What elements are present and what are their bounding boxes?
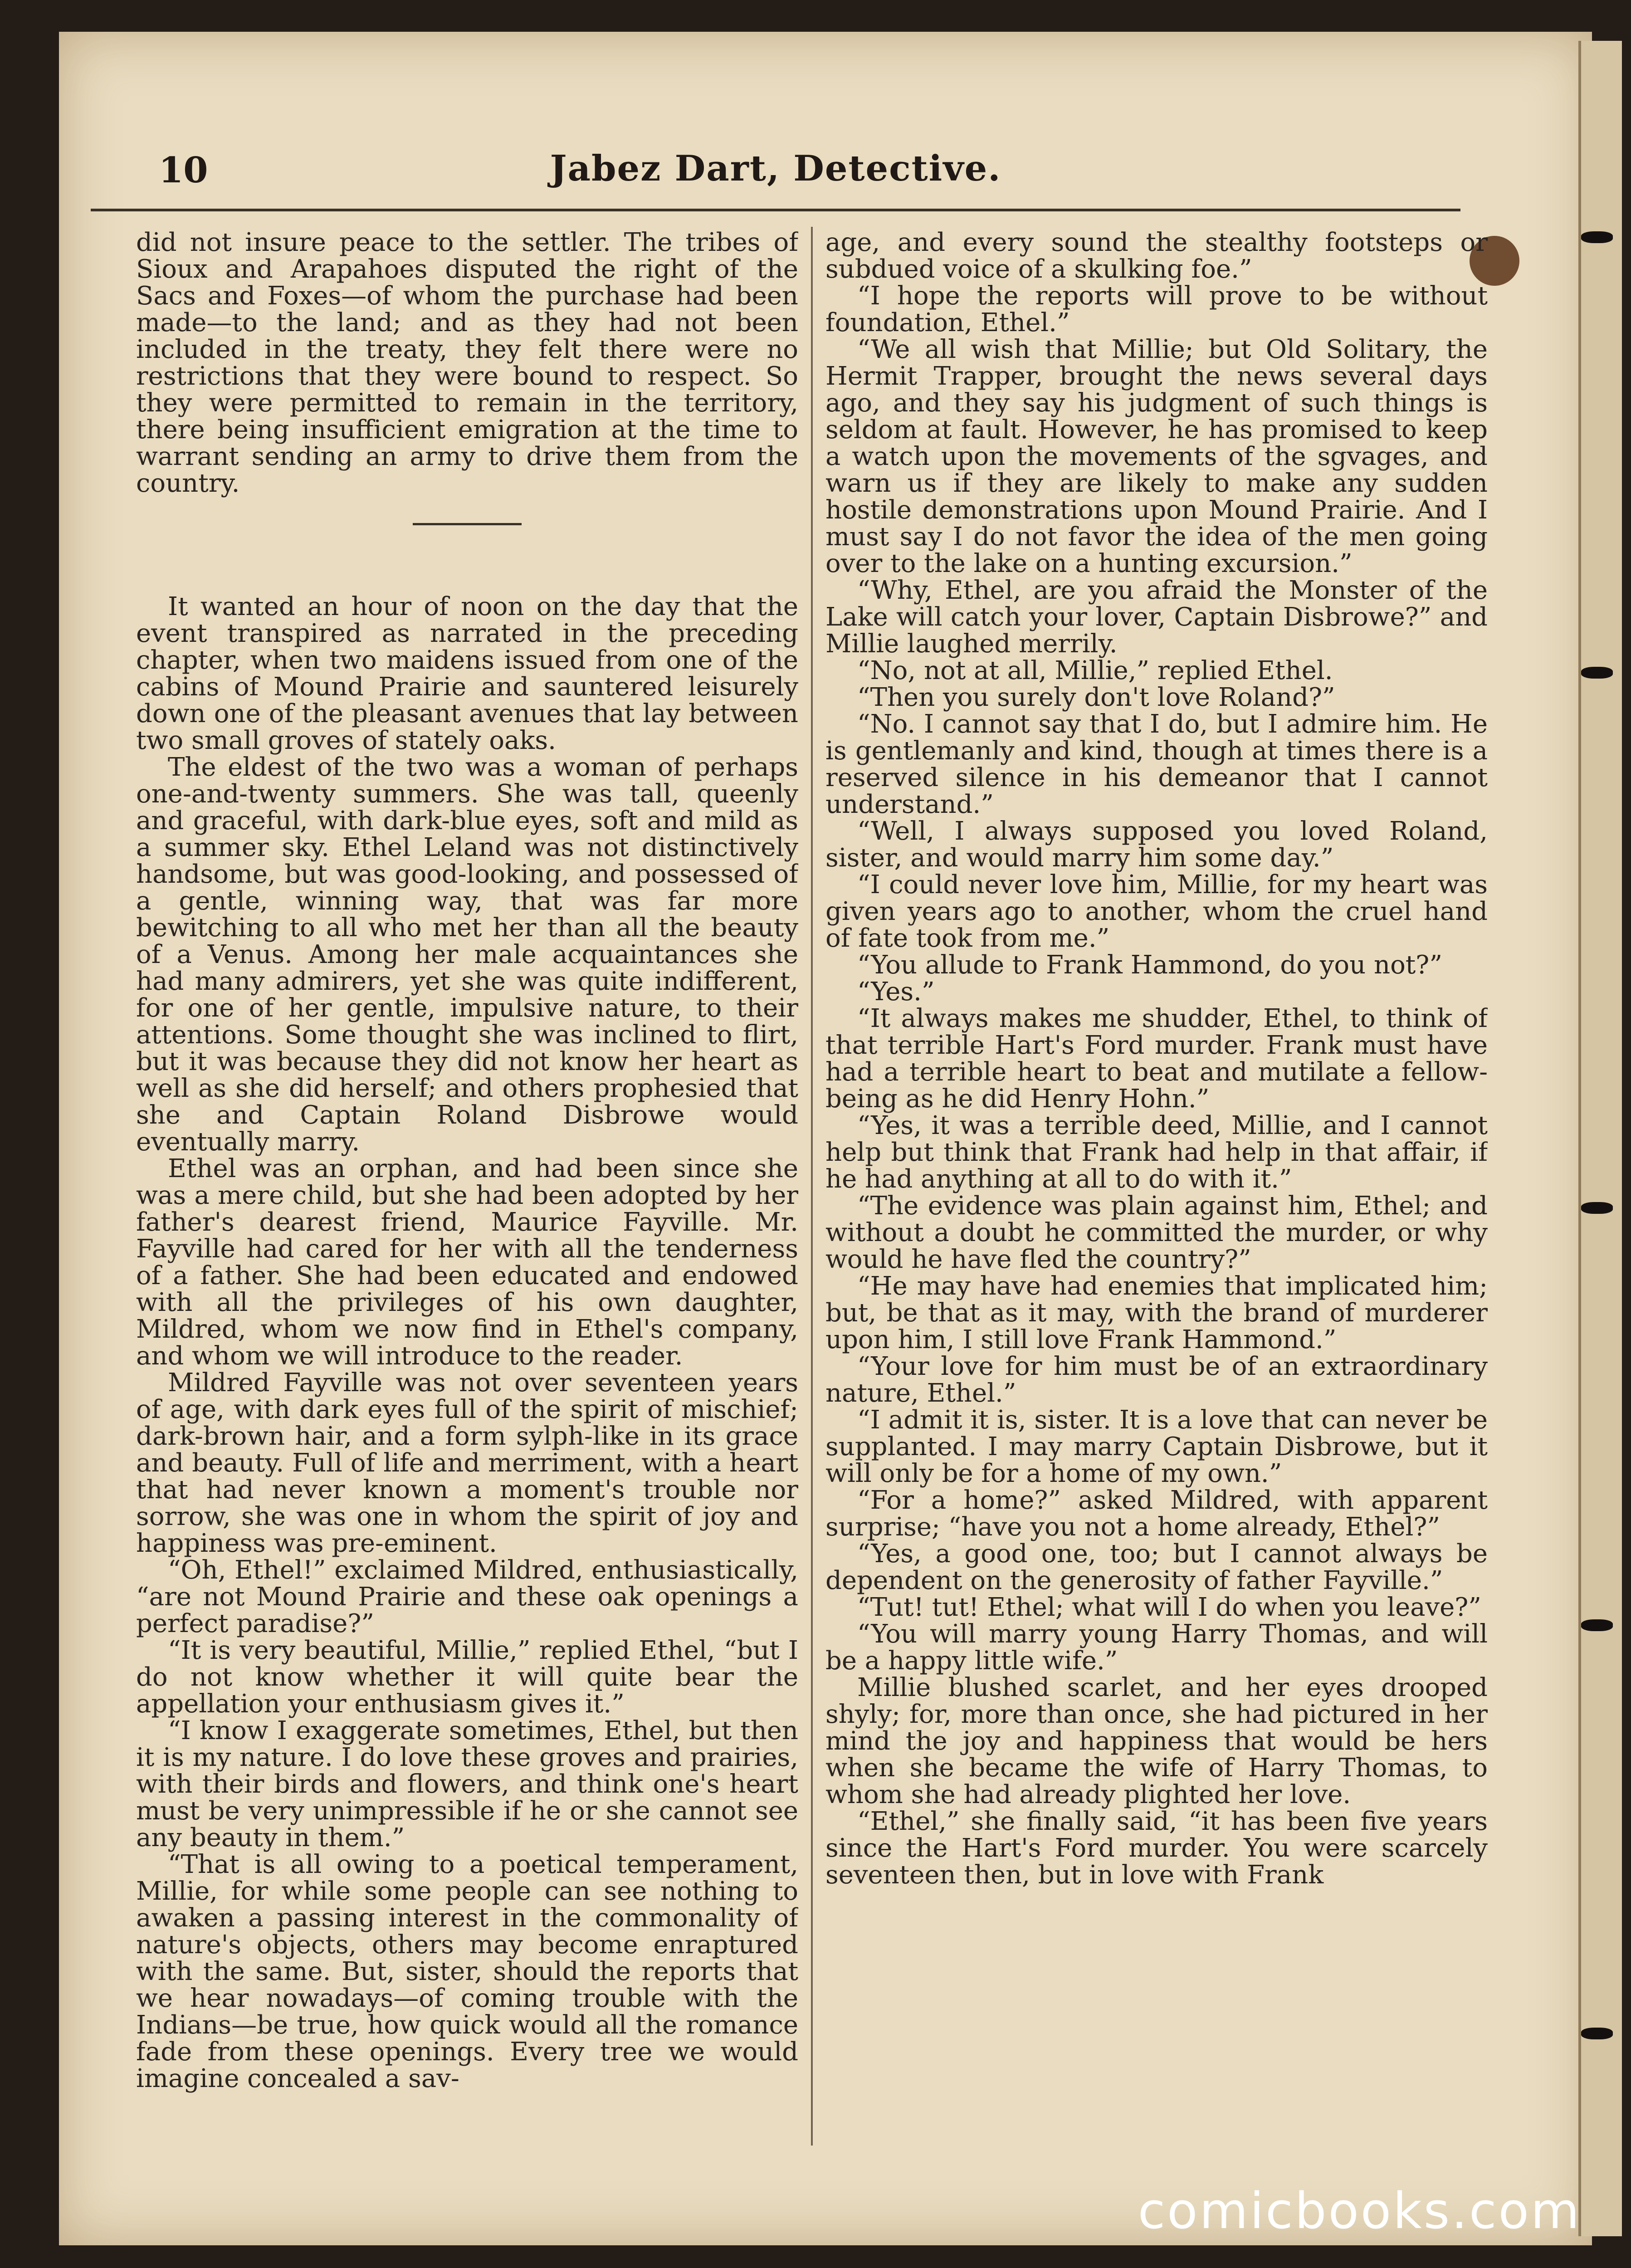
- text-paragraph: “It is very beautiful, Millie,” replied Ethel, “but I do not know whether it will quite bear the appellation your enthusiasm gives it.”: [136, 1636, 798, 1719]
- right-column: [825, 229, 1488, 2143]
- text-paragraph: “Why, Ethel, are you afraid the Monster of the Lake will catch your lover, Captain Disbrowe?” and Millie laughed merrily.: [825, 576, 1488, 659]
- text-paragraph: “Well, I always supposed you loved Roland, sister, and would marry him some day.”: [825, 816, 1488, 873]
- text-paragraph: “Then you surely don't love Roland?”: [857, 683, 1335, 712]
- text-paragraph: The eldest of the two was a woman of perhaps one-and-twenty summers. She was tall, queenly and graceful, with dark-blue eyes, soft and mild as a summer sky. Ethel Leland was not distinctively handsome, but was good-looking, and possessed of a gentle, winning way, that was far more bewitching to all who met her than all the beauty of a Venus. Among her male acquaintances she had many admirers, yet she was quite indifferent, for one of her gentle, impulsive nature, to their attentions. Some thought she was inclined to flirt, but it was because they did not know her heart as well as she did herself; and others prophesied that she and Captain Roland Disbrowe would eventually marry.: [136, 753, 798, 1157]
- text-paragraph: “Ethel,” she finally said, “it has been five years since the Hart's Ford murder. You were scarcely seventeen then, but in love with Frank: [825, 1807, 1488, 1890]
- text-paragraph: “For a home?” asked Mildred, with apparent surprise; “have you not a home already, Ethel?”: [825, 1486, 1488, 1542]
- text-paragraph: “You will marry young Harry Thomas, and will be a happy little wife.”: [825, 1619, 1488, 1676]
- text-paragraph: “It always makes me shudder, Ethel, to think of that terrible Hart's Ford murder. Frank must have had a terrible heart to beat and mutilate a fellow-being as he did Henry Hohn.”: [825, 1004, 1488, 1114]
- text-paragraph: “No, not at all, Millie,” replied Ethel.: [857, 656, 1333, 685]
- left-column-opening: [136, 229, 798, 497]
- binding-hole: [1581, 2028, 1613, 2039]
- text-paragraph: did not insure peace to the settler. The tribes of Sioux and Arapahoes disputed the right of the Sacs and Foxes—of whom the purchase had been made—to the land; and as they had not been included in the treaty, they felt there were no restrictions that they were bound to respect. So they were permitted to remain in the territory, there being insufficient emigration at the time to warrant sending an army to drive them from the country.: [136, 229, 798, 498]
- section-break-rule: [413, 523, 522, 525]
- binding-hole: [1581, 1202, 1613, 1214]
- watermark: comicbooks.com: [1138, 2182, 1581, 2240]
- text-paragraph: “I could never love him, Millie, for my heart was given years ago to another, whom the cruel hand of fate took from me.”: [825, 870, 1488, 953]
- adjacent-page-edge: [1578, 41, 1622, 2236]
- text-paragraph: “I know I exaggerate sometimes, Ethel, but then it is my nature. I do love these groves and prairies, with their birds and flowers, and think one's heart must be very unimpressible if he or she cannot see any beauty in them.”: [136, 1716, 798, 1853]
- running-title: Jabez Dart, Detective.: [550, 148, 1001, 189]
- left-column-body: [136, 593, 798, 2092]
- text-paragraph: “Yes.”: [857, 977, 935, 1007]
- text-paragraph: “I hope the reports will prove to be without foundation, Ethel.”: [825, 281, 1488, 337]
- page-number: 10: [159, 150, 208, 191]
- text-paragraph: “Your love for him must be of an extraordinary nature, Ethel.”: [825, 1352, 1488, 1408]
- text-paragraph: “That is all owing to a poetical temperament, Millie, for while some people can see nothing to awaken a passing interest in the commonality of nature's objects, others may become enraptured with the same. But, sister, should the reports that we hear nowadays—of coming trouble with the Indians—be true, how quick would all the romance fade from these openings. Every tree we would imagine concealed a sav-: [136, 1850, 798, 2093]
- text-paragraph: It wanted an hour of noon on the day that the event transpired as narrated in the preceding chapter, when two maidens issued from one of the cabins of Mound Prairie and sauntered leisurely down one of the pleasant avenues that lay between two small groves of stately oaks.: [136, 592, 798, 755]
- text-paragraph: “No. I cannot say that I do, but I admire him. He is gentlemanly and kind, though at times there is a reserved silence in his demeanor that I cannot understand.”: [825, 709, 1488, 819]
- binding-hole: [1581, 1619, 1613, 1631]
- text-paragraph: “I admit it is, sister. It is a love that can never be supplanted. I may marry Captain Disbrowe, but it will only be for a home of my own.”: [825, 1405, 1488, 1488]
- binding-hole: [1581, 231, 1613, 243]
- text-paragraph: Mildred Fayville was not over seventeen years of age, with dark eyes full of the spirit of mischief; dark-brown hair, and a form sylph-like in its grace and beauty. Full of life and merriment, with a heart that had never known a moment's trouble nor sorrow, she was one in whom the spirit of joy and happiness was pre-eminent.: [136, 1368, 798, 1558]
- text-paragraph: “Tut! tut! Ethel; what will I do when you leave?”: [857, 1593, 1481, 1622]
- text-paragraph: “We all wish that Millie; but Old Solitary, the Hermit Trapper, brought the news several days ago, and they say his judgment of such things is seldom at fault. However, he has promised to keep a watch upon the movements of the sgvages, and warn us if they are likely to make any sudden hostile demonstrations upon Mound Prairie. And I must say I do not favor the idea of the men going over to the lake on a hunting excursion.”: [825, 335, 1488, 578]
- text-paragraph: “Yes, it was a terrible deed, Millie, and I cannot help but think that Frank had help in that affair, if he had anything at all to do with it.”: [825, 1111, 1488, 1194]
- right-column-body: [825, 229, 1488, 1888]
- text-paragraph: “Yes, a good one, too; but I cannot always be dependent on the generosity of father Fayville.”: [825, 1539, 1488, 1595]
- text-paragraph: age, and every sound the stealthy footsteps or subdued voice of a skulking foe.”: [825, 229, 1488, 284]
- left-column: [136, 229, 798, 2143]
- text-paragraph: “Oh, Ethel!” exclaimed Mildred, enthusiastically, “are not Mound Prairie and these oak openings a perfect paradise?”: [136, 1555, 798, 1638]
- text-paragraph: “The evidence was plain against him, Ethel; and without a doubt he committed the murder, or why would he have fled the country?”: [825, 1191, 1488, 1274]
- text-paragraph: Ethel was an orphan, and had been since she was a mere child, but she had been adopted by her father's dearest friend, Maurice Fayville. Mr. Fayville had cared for her with all the tenderness of a father. She had been educated and endowed with all the privileges of his own daughter, Mildred, whom we now find in Ethel's company, and whom we will introduce to the reader.: [136, 1154, 798, 1371]
- column-divider: [811, 227, 813, 2146]
- text-paragraph: Millie blushed scarlet, and her eyes drooped shyly; for, more than once, she had pictured in her mind the joy and happiness that would be hers when she became the wife of Harry Thomas, to whom she had already plighted her love.: [825, 1673, 1488, 1809]
- binding-hole: [1581, 667, 1613, 679]
- page-header: [91, 132, 1460, 211]
- text-paragraph: “You allude to Frank Hammond, do you not?”: [857, 950, 1442, 980]
- text-paragraph: “He may have had enemies that implicated him; but, be that as it may, with the brand of murderer upon him, I still love Frank Hammond.”: [825, 1271, 1488, 1354]
